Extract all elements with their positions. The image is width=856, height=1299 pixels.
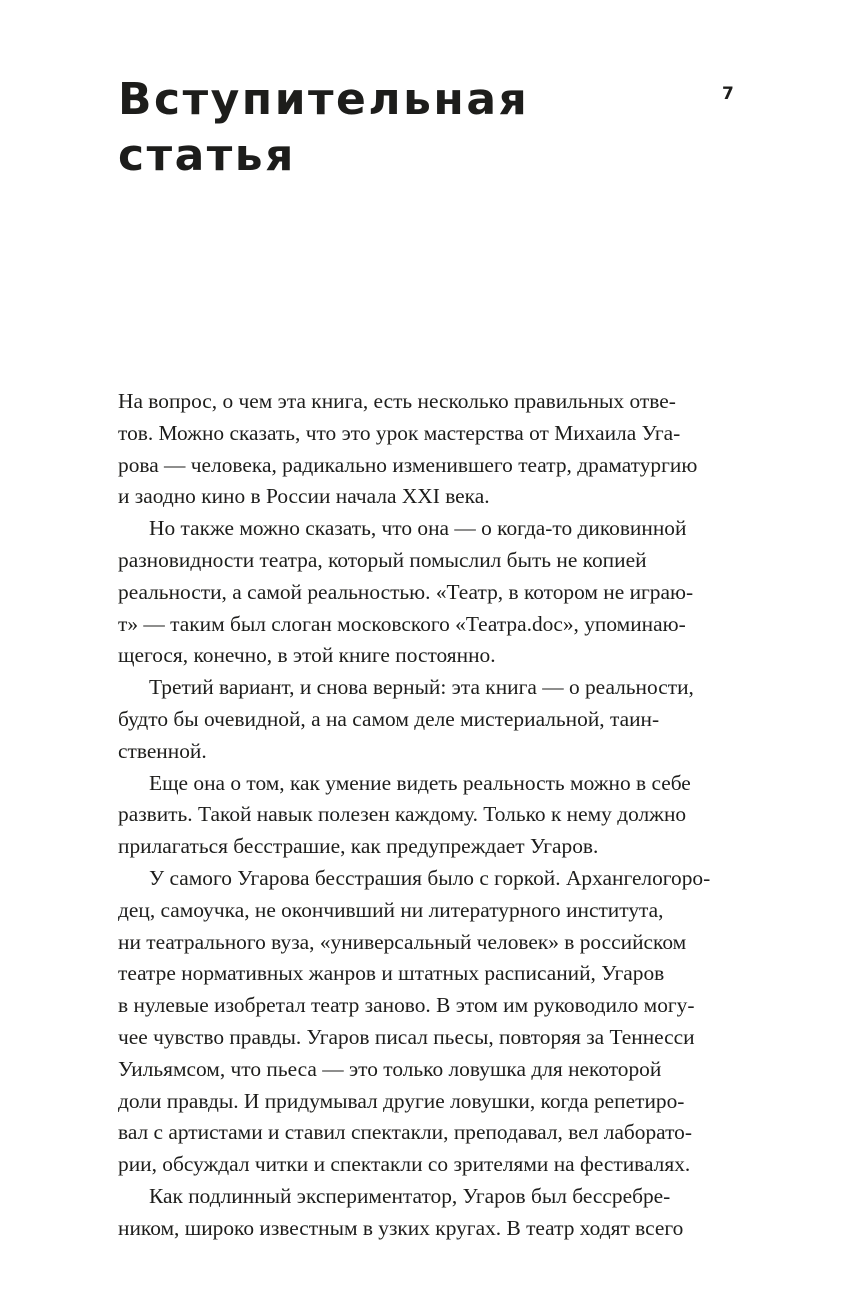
paragraph-1: [118, 386, 738, 513]
text-line: У самого Угарова бесстрашия было с горкой. Архангелогоро-: [149, 865, 711, 890]
text-line: будто бы очевидной, а на самом деле мистериальной, таин-: [118, 706, 660, 731]
text-line: Третий вариант, и снова верный: эта книга — о реальности,: [149, 675, 694, 700]
text-line: в нулевые изобретал театр заново. В этом им руководило могу-: [118, 993, 695, 1018]
text-line: и заодно кино в России начала XXI века.: [118, 484, 490, 509]
text-line: щегося, конечно, в этой книге постоянно.: [118, 643, 496, 668]
text-line: Как подлинный экспериментатор, Угаров был бессребре-: [149, 1183, 671, 1208]
text-line: развить. Такой навык полезен каждому. Только к нему должно: [118, 802, 687, 827]
text-line: разновидности театра, который помыслил быть не копией: [118, 547, 647, 572]
text-line: реальности, а самой реальностью. «Театр, в котором не играю-: [118, 579, 694, 604]
text-line: рова — человека, радикально изменившего театр, драматургию: [118, 452, 698, 477]
chapter-title: [118, 72, 638, 184]
text-line: тов. Можно сказать, что это урок мастерства от Михаила Уга-: [118, 420, 681, 445]
page-number: 7: [722, 84, 734, 104]
text-line: театре нормативных жанров и штатных расписаний, Угаров: [118, 961, 665, 986]
text-line: дец, самоучка, не окончивший ни литературного института,: [118, 897, 664, 922]
body-text: [118, 386, 738, 1245]
text-line: Уильямсом, что пьеса — это только ловушка для некоторой: [118, 1056, 662, 1081]
text-line: доли правды. И придумывал другие ловушки, когда репетиро-: [118, 1088, 685, 1113]
chapter-title-line: статья: [118, 130, 296, 181]
paragraph-2: [118, 513, 738, 672]
text-line: рии, обсуждал читки и спектакли со зрителями на фестивалях.: [118, 1152, 691, 1177]
paragraph-3: [118, 672, 738, 767]
text-line: вал с артистами и ставил спектакли, преподавал, вел лаборато-: [118, 1120, 692, 1145]
text-line: прилагаться бесстрашие, как предупреждает Угаров.: [118, 834, 599, 859]
text-line: ником, широко известным в узких кругах. В театр ходят всего: [118, 1215, 684, 1240]
paragraph-4: [118, 768, 738, 863]
text-line: т» — таким был слоган московского «Театра.doc», упоминаю-: [118, 611, 686, 636]
text-line: На вопрос, о чем эта книга, есть несколько правильных отве-: [118, 389, 676, 413]
paragraph-5: [118, 863, 738, 1181]
chapter-title-line: Вступительная: [118, 74, 530, 125]
text-line: ственной.: [118, 738, 207, 763]
text-line: чее чувство правды. Угаров писал пьесы, повторяя за Теннесси: [118, 1024, 695, 1049]
text-line: Еще она о том, как умение видеть реальность можно в себе: [149, 770, 691, 795]
text-line: ни театрального вуза, «универсальный человек» в российском: [118, 929, 687, 954]
paragraph-6: [118, 1181, 738, 1245]
text-line: Но также можно сказать, что она — о когда-то диковинной: [149, 516, 687, 541]
